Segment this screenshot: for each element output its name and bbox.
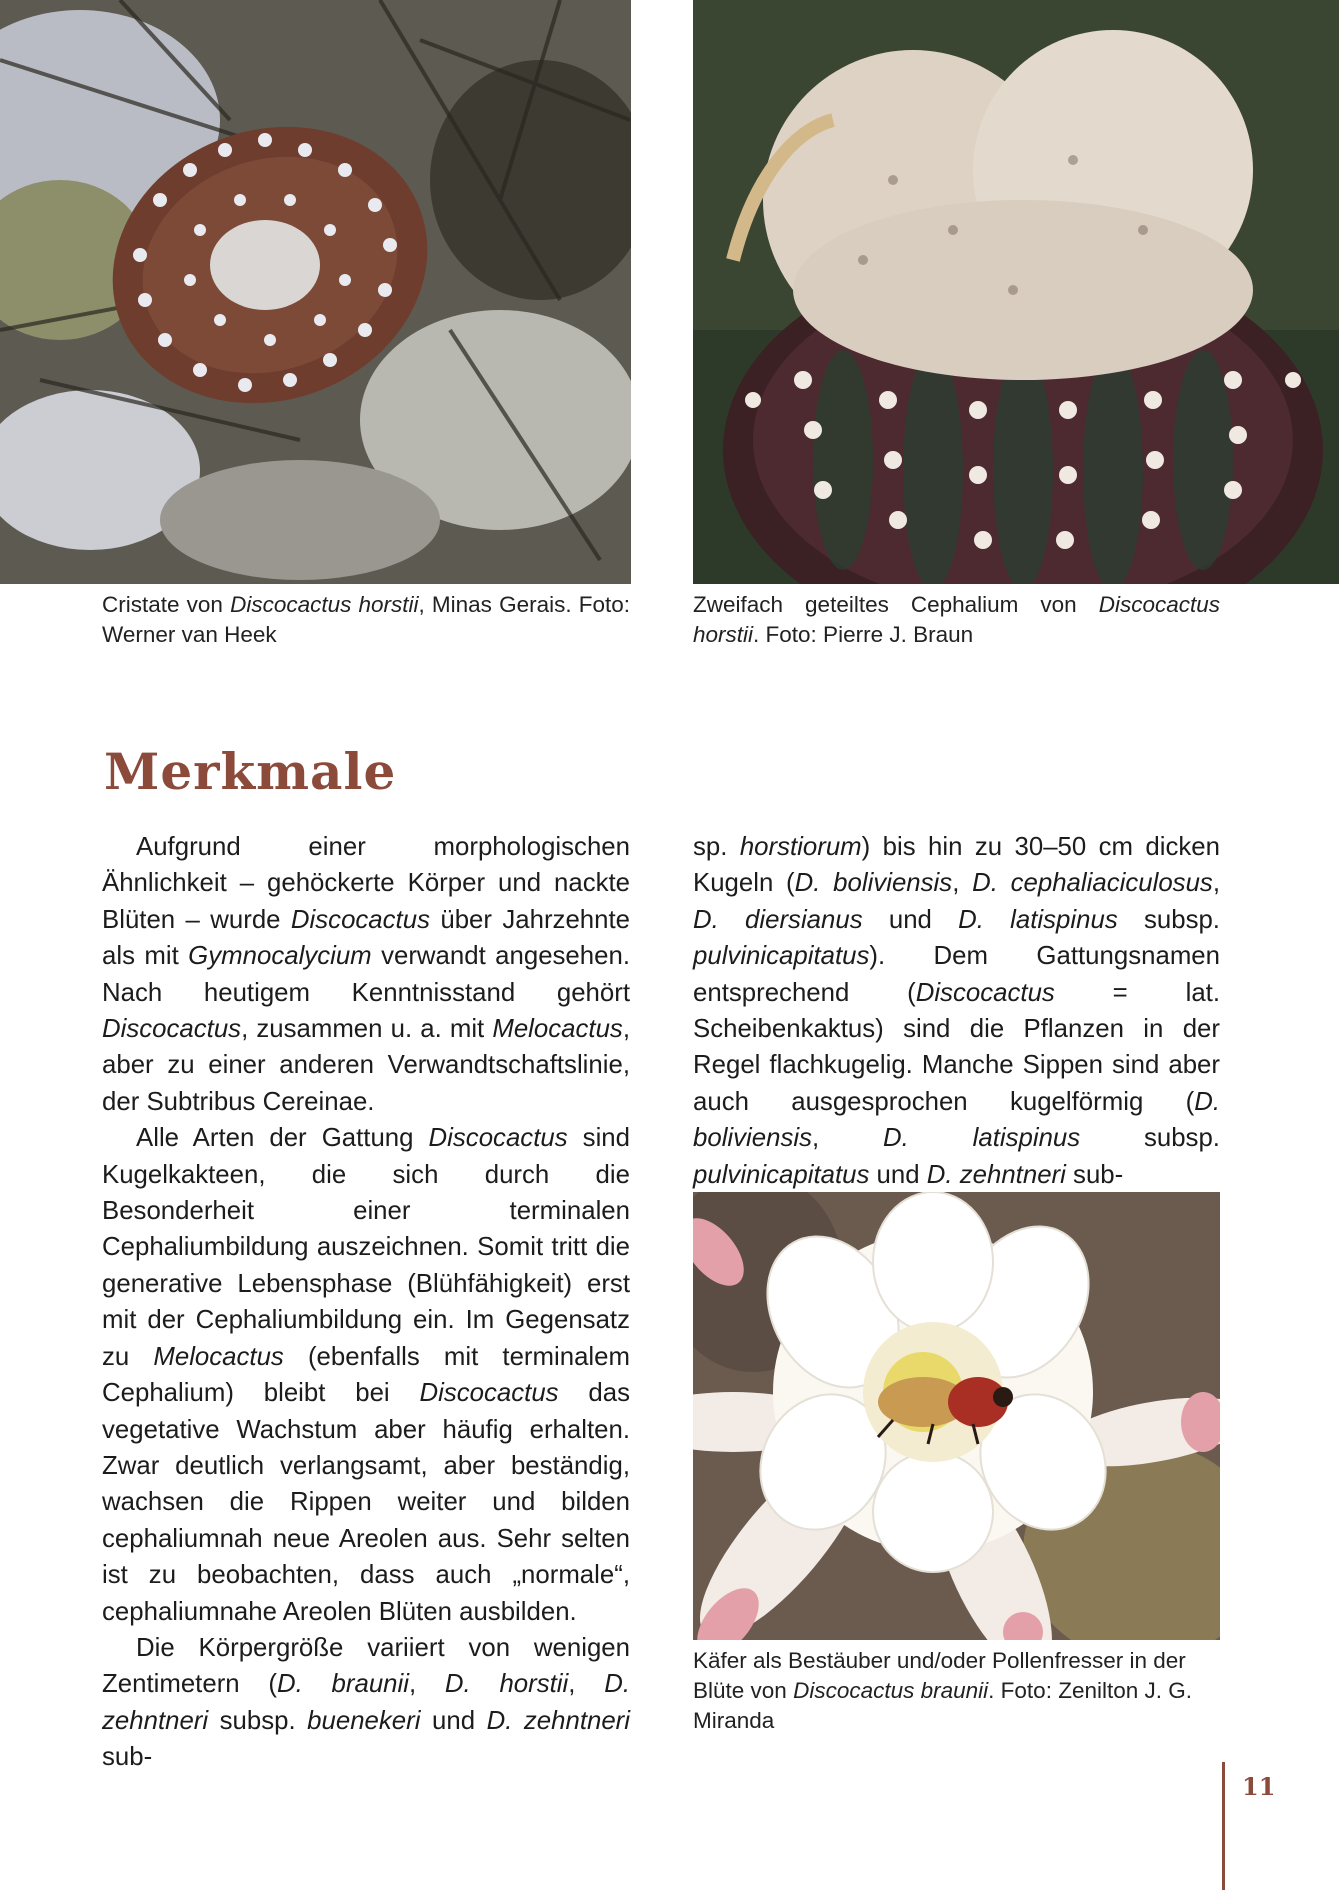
page-number-rule bbox=[1222, 1762, 1225, 1890]
caption-species: Discocactus horstii bbox=[693, 592, 1220, 647]
photo-cephalium-discocactus bbox=[693, 0, 1339, 584]
caption-text: . Foto: Pierre J. Braun bbox=[753, 622, 974, 647]
caption-species: Discocactus braunii bbox=[793, 1678, 989, 1703]
paragraph-1: Aufgrund einer morphologischen Ähnlichkeit – gehöckerte Körper und nackte Blüten – wurde Discocactus über Jahrzehnte als mit Gymnocalycium verwandt angesehen. Nach heutigem Kenntnisstand gehört Discocactus, zusammen u. a. mit Melocactus, aber zu einer anderen Verwandtschaftslinie, der Subtribus Cereinae. bbox=[102, 833, 630, 1116]
caption-species: Discocactus horstii bbox=[230, 592, 419, 617]
caption-text: , Minas Gerais. Foto: Werner van Heek bbox=[102, 592, 630, 647]
paragraph-3: Die Körpergröße variiert von wenigen Zentimetern (D. braunii, D. horstii, D. zehntneri subsp. buenekeri und D. zehntneri sub- bbox=[102, 1633, 630, 1772]
section-heading: Merkmale bbox=[104, 742, 397, 801]
paragraph-2: Alle Arten der Gattung Discocactus sind Kugelkakteen, die sich durch die Besonderheit einer terminalen Cephaliumbildung auszeichnen. Somit tritt die generative Lebensphase (Blühfähigkeit) erst mit der Cephaliumbildung ein. Im Gegensatz zu Melocactus (ebenfalls mit terminalem Cephalium) bleibt bei Discocactus das vegetative Wachstum aber häufig erhalten. Zwar deutlich verlangsamt, aber beständig, wachsen die Rippen weiter und bilden cephaliumnah neue Areolen aus. Sehr selten ist zu beobachten, dass auch „normale“, cephaliumnahe Areolen Blüten ausbilden. bbox=[102, 1124, 630, 1626]
caption-text: Cristate von bbox=[102, 592, 231, 617]
page-number: 11 bbox=[1242, 1772, 1276, 1801]
photo-cristate-discocactus bbox=[0, 0, 631, 584]
left-column bbox=[102, 829, 630, 1776]
caption-text: . Foto: Zenilton J. G. Miranda bbox=[693, 1678, 1193, 1733]
paragraph-continued: sp. horstiorum) bis hin zu 30–50 cm dicken Kugeln (D. boliviensis, D. cephaliaciculosus, D. diersianus und D. latispinus subsp. pulvinicapitatus). Dem Gattungsnamen entsprechend (Discocactus = lat. Scheibenkaktus) sind die Pflanzen in der Regel flachkugelig. Manche Sippen sind aber auch ausgesprochen kugelförmig (D. boliviensis, D. latispinus subsp. pulvinicapitatus und D. zehntneri sub- bbox=[693, 833, 1220, 1189]
photo3-caption bbox=[693, 1646, 1220, 1736]
photo2-caption bbox=[693, 590, 1220, 650]
caption-text: Zweifach geteiltes Cephalium von bbox=[693, 592, 1099, 617]
right-column bbox=[693, 829, 1220, 1193]
photo1-caption bbox=[102, 590, 630, 650]
caption-text: Käfer als Bestäuber und/oder Pollenfresser in der Blüte von bbox=[693, 1648, 1186, 1703]
photo-flower-beetle bbox=[693, 1192, 1220, 1640]
